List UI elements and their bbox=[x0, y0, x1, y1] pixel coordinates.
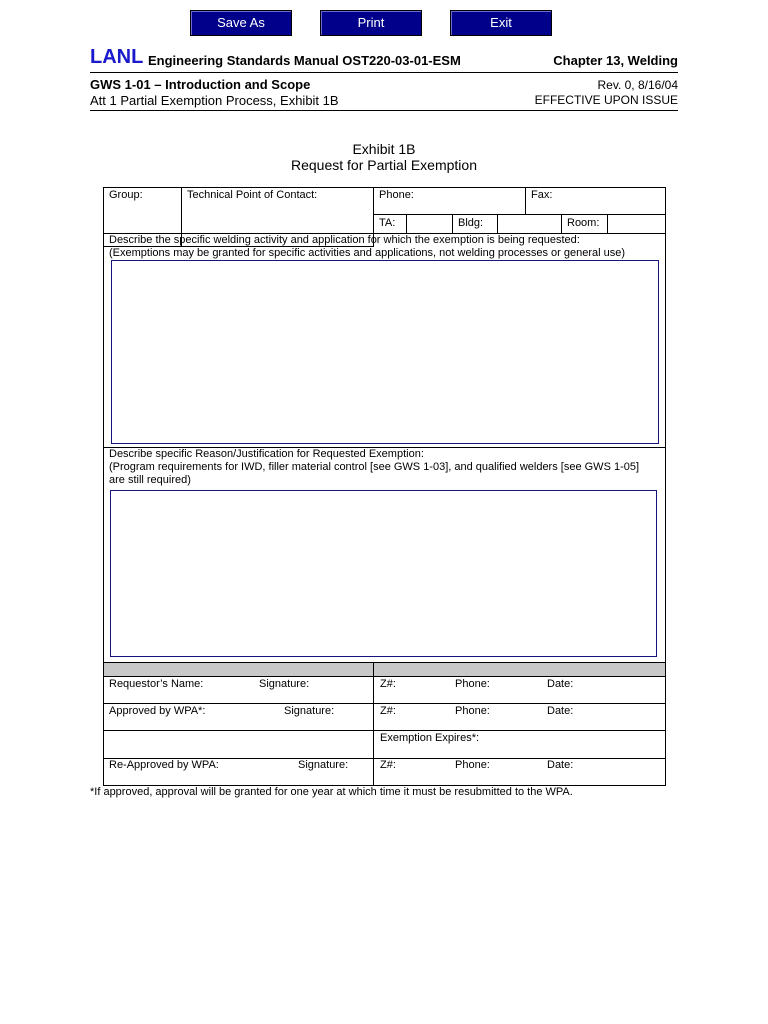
approved-by-label: Approved by WPA*: bbox=[109, 705, 206, 717]
approved-z-label: Z#: bbox=[380, 705, 396, 717]
requestor-contact-cell[interactable] bbox=[373, 676, 666, 704]
approved-date-label: Date: bbox=[547, 705, 574, 717]
reapproved-contact-cell[interactable] bbox=[373, 758, 666, 786]
requestor-cell[interactable] bbox=[103, 676, 374, 704]
requestor-name-label: Requestor’s Name: bbox=[109, 678, 204, 690]
bldg-label-cell bbox=[452, 214, 498, 234]
manual-title: Engineering Standards Manual OST220-03-01-ESM bbox=[148, 53, 461, 68]
print-button[interactable]: Print bbox=[320, 10, 422, 36]
room-label: Room: bbox=[567, 217, 600, 229]
section-title: GWS 1-01 – Introduction and Scope bbox=[90, 77, 311, 92]
fax-cell[interactable] bbox=[525, 187, 666, 215]
fax-label: Fax: bbox=[531, 189, 553, 201]
exit-button[interactable]: Exit bbox=[450, 10, 552, 36]
phone-label: Phone: bbox=[379, 189, 414, 201]
reapproved-phone-label: Phone: bbox=[455, 759, 490, 771]
header-rule-bottom bbox=[90, 110, 678, 111]
subtitle: Att 1 Partial Exemption Process, Exhibit 1B bbox=[90, 93, 339, 108]
reason-note-cont: are still required) bbox=[109, 474, 191, 486]
form-title: Request for Partial Exemption bbox=[291, 157, 477, 173]
header-rule bbox=[90, 72, 678, 73]
expires-blank-cell bbox=[103, 730, 374, 759]
reason-textarea[interactable] bbox=[110, 490, 657, 657]
save-as-button[interactable]: Save As bbox=[190, 10, 292, 36]
activity-note: (Exemptions may be granted for specific activities and applications, not welding processes or general use) bbox=[109, 247, 626, 259]
footnote: *If approved, approval will be granted for one year at which time it must be resubmitted to the WPA. bbox=[90, 786, 573, 798]
lanl-logo: LANL bbox=[90, 46, 144, 68]
reason-note: (Program requirements for IWD, filler material control [see GWS 1-03], and qualified welders [see GWS 1-05] bbox=[109, 461, 640, 473]
ta-label-cell bbox=[373, 214, 407, 234]
reapproved-by-label: Re-Approved by WPA: bbox=[109, 759, 219, 771]
tech-poc-label: Technical Point of Contact: bbox=[187, 189, 318, 201]
reapproved-signature-label: Signature: bbox=[298, 759, 349, 771]
reapproved-z-label: Z#: bbox=[380, 759, 396, 771]
requestor-signature-label: Signature: bbox=[259, 678, 310, 690]
approved-signature-label: Signature: bbox=[284, 705, 335, 717]
approved-contact-cell[interactable] bbox=[373, 703, 666, 731]
expires-cell[interactable] bbox=[373, 730, 666, 759]
approved-cell[interactable] bbox=[103, 703, 374, 731]
separator-left bbox=[103, 662, 374, 677]
ta-label: TA: bbox=[379, 217, 396, 229]
reapproved-date-label: Date: bbox=[547, 759, 574, 771]
separator-right bbox=[373, 662, 666, 677]
chapter-title: Chapter 13, Welding bbox=[553, 53, 678, 68]
room-field[interactable] bbox=[607, 214, 666, 234]
requestor-date-label: Date: bbox=[547, 678, 574, 690]
revision: Rev. 0, 8/16/04 bbox=[597, 78, 678, 92]
ta-field[interactable] bbox=[406, 214, 453, 234]
requestor-phone-label: Phone: bbox=[455, 678, 490, 690]
exemption-expires-label: Exemption Expires*: bbox=[380, 732, 480, 744]
room-label-cell bbox=[561, 214, 608, 234]
exhibit-label: Exhibit 1B bbox=[352, 141, 416, 157]
activity-textarea[interactable] bbox=[111, 260, 659, 444]
reason-instruction: Describe specific Reason/Justification for Requested Exemption: bbox=[109, 448, 424, 460]
effective-date: EFFECTIVE UPON ISSUE bbox=[534, 93, 678, 107]
reapproved-cell[interactable] bbox=[103, 758, 374, 786]
phone-cell[interactable] bbox=[373, 187, 526, 215]
group-label: Group: bbox=[109, 189, 143, 201]
bldg-label: Bldg: bbox=[458, 217, 484, 229]
activity-instruction: Describe the specific welding activity and application for which the exemption is being requested: bbox=[109, 234, 580, 246]
approved-phone-label: Phone: bbox=[455, 705, 490, 717]
bldg-field[interactable] bbox=[497, 214, 562, 234]
requestor-z-label: Z#: bbox=[380, 678, 396, 690]
